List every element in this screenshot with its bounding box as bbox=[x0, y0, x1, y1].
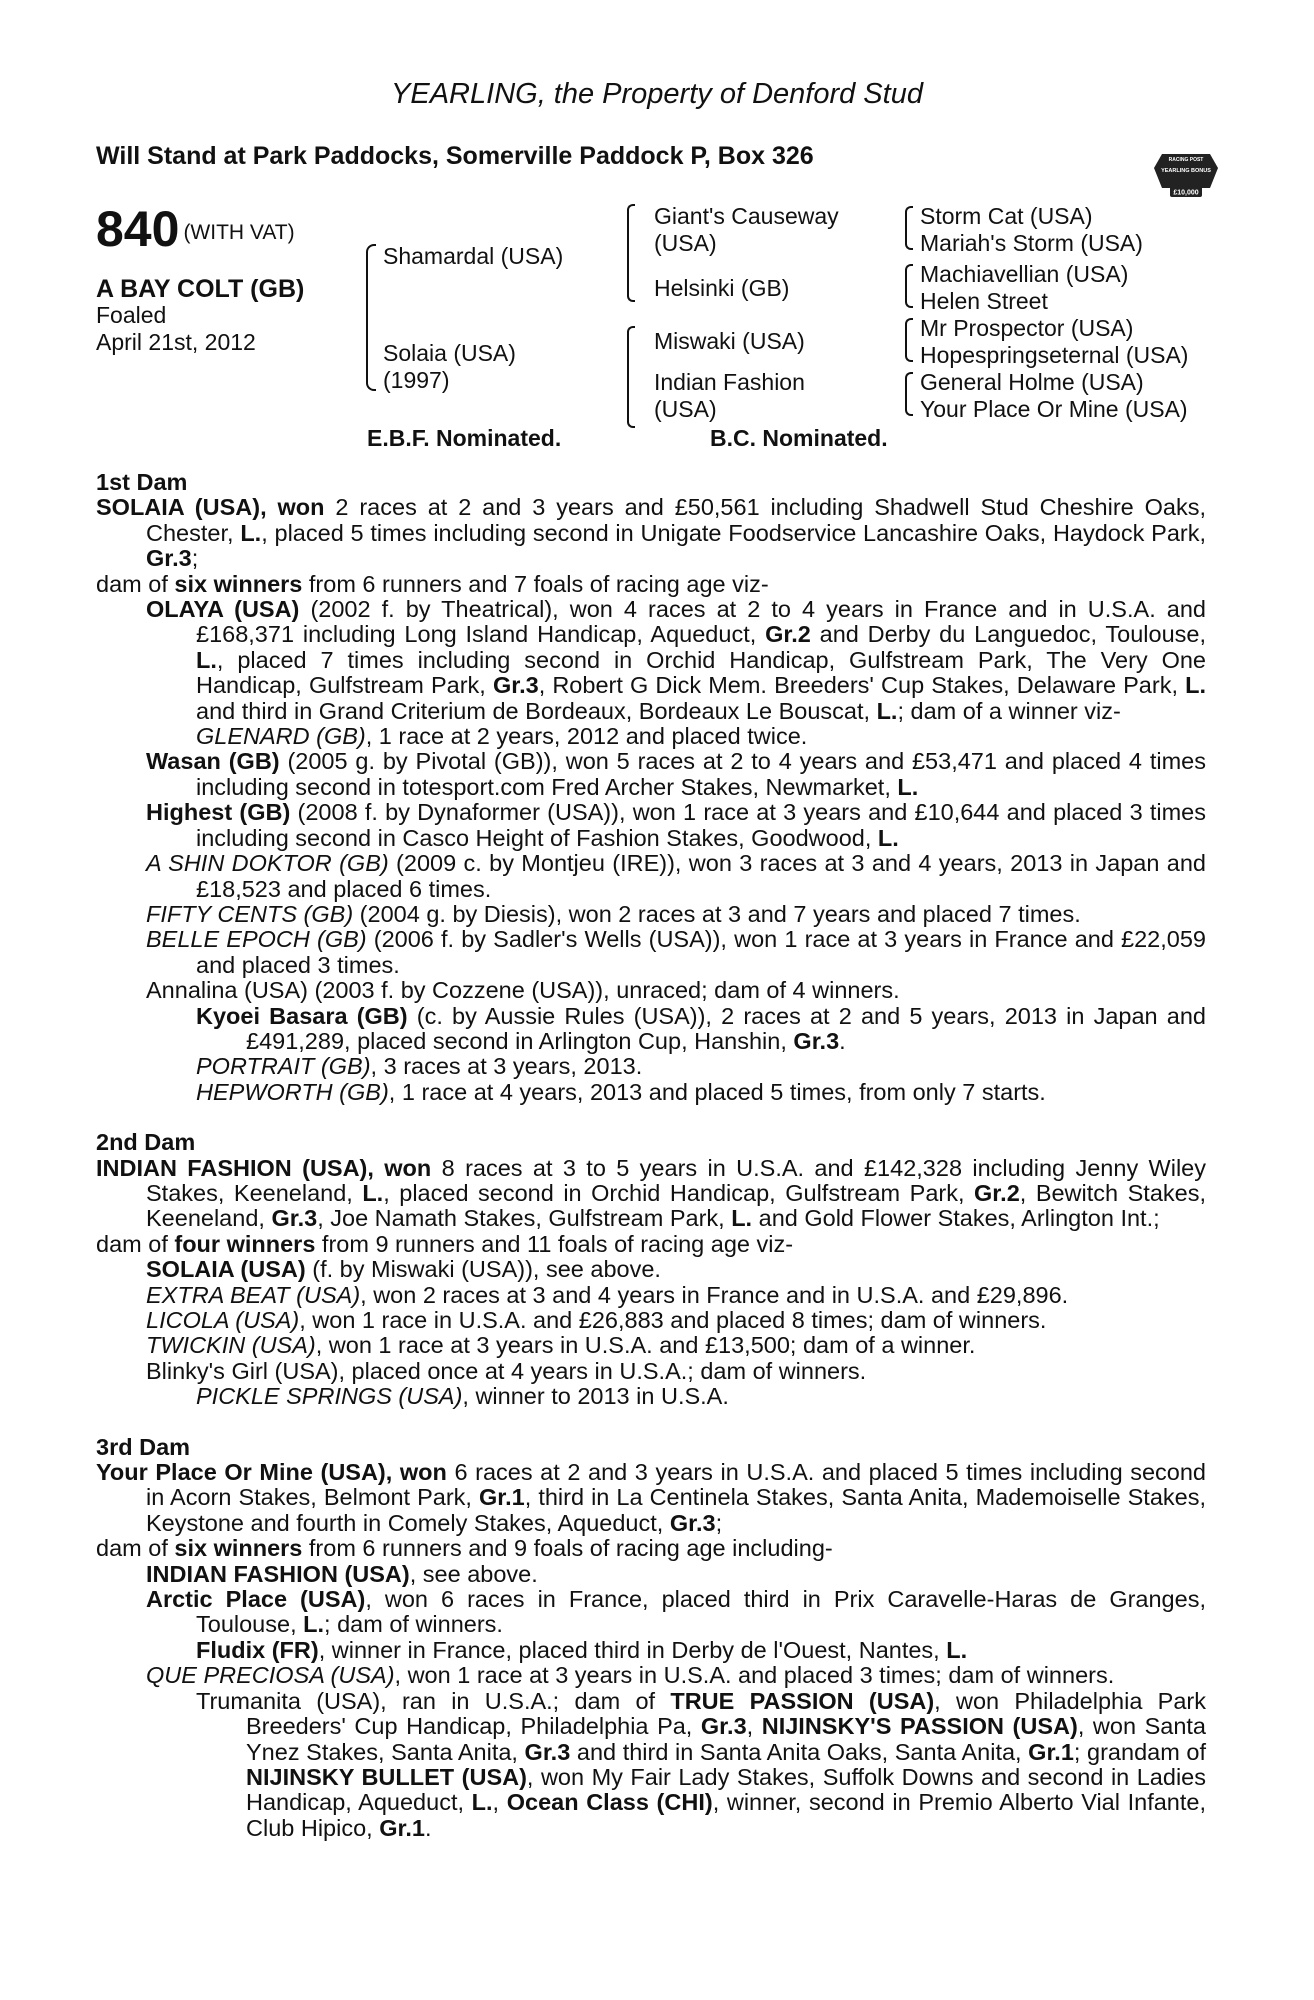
pedigree-sd-dam: Helen Street bbox=[920, 288, 1048, 314]
produce-record bbox=[96, 470, 1206, 1841]
second-dam-intro: INDIAN FASHION (USA), won 8 races at 3 to 5 years in U.S.A. and £142,328 including Jenny Wiley Stakes, Keeneland, L., placed second in Orchid Handicap, Gulfstream Park, Gr.2, Bewitch Stakes, Keeneland, Gr.3, Joe Namath Stakes, Gulfstream Park, L. and Gold Flower Stakes, Arlington Int.; bbox=[96, 1154, 1207, 1232]
badge-mid-text: YEARLING BONUS bbox=[1161, 168, 1211, 174]
list-item: SOLAIA (USA) (f. by Miswaki (USA)), see above. bbox=[146, 1256, 661, 1283]
list-item: Kyoei Basara (GB) (c. by Aussie Rules (USA)), 2 races at 2 and 5 years, 2013 in Japan and £491,289, placed second in Arlington Cup, Hanshin, Gr.3. bbox=[196, 1002, 1206, 1054]
list-item: Annalina (USA) (2003 f. by Cozzene (USA)), unraced; dam of 4 winners. bbox=[146, 977, 900, 1004]
list-item: INDIAN FASHION (USA), see above. bbox=[146, 1560, 538, 1587]
badge-amount-text: £10,000 bbox=[1173, 189, 1199, 197]
ds-brace bbox=[905, 318, 913, 362]
pedigree-dd-dam: Your Place Or Mine (USA) bbox=[920, 396, 1188, 422]
second-dam-dam-of: dam of four winners from 9 runners and 11 foals of racing age viz- bbox=[96, 1230, 794, 1257]
list-item: LICOLA (USA), won 1 race in U.S.A. and £26,883 and placed 8 times; dam of winners. bbox=[146, 1307, 1047, 1333]
list-item: Fludix (FR), winner in France, placed third in Derby de l'Ouest, Nantes, L. bbox=[196, 1636, 968, 1663]
lot-description: A BAY COLT (GB) bbox=[96, 275, 305, 303]
pedigree-ds-dam: Hopespringseternal (USA) bbox=[920, 342, 1189, 368]
pedigree-ss-line2: (USA) bbox=[654, 230, 717, 256]
list-item: PORTRAIT (GB), 3 races at 3 years, 2013. bbox=[196, 1053, 643, 1080]
list-item: Highest (GB) (2008 f. by Dynaformer (USA)), won 1 race at 3 years and £10,644 and placed 3 times including second in Casco Height of Fashion Stakes, Goodwood, L. bbox=[146, 799, 1207, 851]
pedigree-sire-dam: Helsinki (GB) bbox=[654, 275, 790, 301]
pedigree-ss-line1: Giant's Causeway bbox=[654, 203, 839, 229]
list-item: HEPWORTH (GB), 1 race at 4 years, 2013 and placed 5 times, from only 7 starts. bbox=[196, 1078, 1046, 1105]
third-dam-heading: 3rd Dam bbox=[96, 1433, 191, 1460]
list-item: GLENARD (GB), 1 race at 2 years, 2012 and placed twice. bbox=[196, 723, 808, 750]
catalogue-title: YEARLING, the Property of Denford Stud bbox=[391, 78, 923, 110]
list-item: PICKLE SPRINGS (USA), winner to 2013 in U.S.A. bbox=[196, 1383, 729, 1410]
sire-dam-brace bbox=[366, 244, 376, 391]
first-dam-heading: 1st Dam bbox=[96, 469, 188, 495]
lot-number bbox=[96, 201, 295, 258]
list-item: TWICKIN (USA), won 1 race at 3 years in U.S.A. and £13,500; dam of a winner. bbox=[146, 1332, 976, 1359]
stand-location: Will Stand at Park Paddocks, Somerville Paddock P, Box 326 bbox=[96, 142, 814, 170]
sire-brace bbox=[627, 204, 635, 302]
pedigree-dd-line2: (USA) bbox=[654, 396, 717, 422]
pedigree-ss-sire: Storm Cat (USA) bbox=[920, 203, 1093, 229]
foaled-date: April 21st, 2012 bbox=[96, 329, 256, 355]
pedigree-sire: Shamardal (USA) bbox=[383, 243, 564, 269]
sd-brace bbox=[905, 264, 913, 308]
list-item: A SHIN DOKTOR (GB) (2009 c. by Montjeu (IRE)), won 3 races at 3 and 4 years, 2013 in Japan and £18,523 and placed 6 times. bbox=[146, 850, 1206, 902]
pedigree-dam-sire: Miswaki (USA) bbox=[654, 328, 805, 354]
pedigree-dam-dam bbox=[654, 369, 805, 423]
dd-brace bbox=[905, 372, 913, 416]
second-dam-heading: 2nd Dam bbox=[96, 1129, 196, 1156]
list-item: Arctic Place (USA), won 6 races in France, placed third in Prix Caravelle-Haras de Granges, Toulouse, L.; dam of winners. bbox=[146, 1586, 1206, 1638]
first-dam-intro: SOLAIA (USA), won 2 races at 2 and 3 years and £50,561 including Shadwell Stud Cheshire Oaks, Chester, L., placed 5 times including second in Unigate Foodservice Lancashire Oaks, Haydock Park, Gr.3; bbox=[96, 494, 1207, 572]
list-item: EXTRA BEAT (USA), won 2 races at 3 and 4 years in France and in U.S.A. and £29,896. bbox=[146, 1281, 1069, 1308]
third-dam-dam-of: dam of six winners from 6 runners and 9 foals of racing age including- bbox=[96, 1535, 833, 1562]
list-item: Trumanita (USA), ran in U.S.A.; dam of TRUE PASSION (USA), won Philadelphia Park Breeders' Cup Handicap, Philadelphia Pa, Gr.3, NIJINSKY'S PASSION (USA), won Santa Ynez Stakes, Santa Anita, Gr.3 and third in Santa Anita Oaks, Santa Anita, Gr.1; grandam of NIJINSKY BULLET (USA), won My Fair Lady Stakes, Suffolk Downs and second in Ladies Handicap, Aqueduct, L., Ocean Class (CHI), winner, second in Premio Alberto Vial Infante, Club Hipico, Gr.1. bbox=[196, 1687, 1207, 1841]
list-item: Blinky's Girl (USA), placed once at 4 years in U.S.A.; dam of winners. bbox=[146, 1357, 867, 1384]
dam-brace bbox=[627, 326, 635, 428]
list-item: BELLE EPOCH (GB) (2006 f. by Sadler's Wells (USA)), won 1 race at 3 years in France and £22,059 and placed 3 times. bbox=[146, 926, 1206, 978]
list-item: FIFTY CENTS (GB) (2004 g. by Diesis), won 2 races at 3 and 7 years and placed 7 times. bbox=[146, 900, 1081, 927]
pedigree-sire-sire bbox=[654, 203, 839, 257]
bc-nominated: B.C. Nominated. bbox=[710, 425, 888, 451]
third-dam-intro: Your Place Or Mine (USA), won 6 races at 2 and 3 years in U.S.A. and placed 5 times including second in Acorn Stakes, Belmont Park, Gr.1, third in La Centinela Stakes, Santa Anita, Mademoiselle Stakes, Keystone and fourth in Comely Stakes, Aqueduct, Gr.3; bbox=[96, 1459, 1206, 1536]
list-item: Wasan (GB) (2005 g. by Pivotal (GB)), won 5 races at 2 to 4 years and £53,471 and placed 4 times including second in totesport.com Fred Archer Stakes, Newmarket, L. bbox=[146, 748, 1206, 800]
pedigree-ss-dam: Mariah's Storm (USA) bbox=[920, 230, 1143, 256]
first-dam-dam-of: dam of six winners from 6 runners and 7 foals of racing age viz- bbox=[96, 570, 769, 597]
pedigree-sd-sire: Machiavellian (USA) bbox=[920, 261, 1129, 287]
pedigree-dd-line1: Indian Fashion bbox=[654, 369, 805, 395]
ss-brace bbox=[905, 206, 913, 250]
vat-note: (WITH VAT) bbox=[183, 220, 295, 244]
badge-top-text: RACING POST bbox=[1168, 157, 1204, 163]
yearling-bonus-badge bbox=[1148, 148, 1224, 200]
pedigree-dam bbox=[383, 340, 516, 394]
pedigree-ds-sire: Mr Prospector (USA) bbox=[920, 315, 1134, 341]
lot-number-value: 840 bbox=[96, 201, 180, 257]
pedigree-dam-year: (1997) bbox=[383, 367, 450, 393]
foaled-label: Foaled bbox=[96, 302, 167, 328]
pedigree-dam-name: Solaia (USA) bbox=[383, 340, 516, 366]
foaled-info bbox=[96, 302, 256, 356]
ebf-nominated: E.B.F. Nominated. bbox=[367, 425, 562, 451]
list-item: QUE PRECIOSA (USA), won 1 race at 3 years in U.S.A. and placed 3 times; dam of winners. bbox=[146, 1662, 1115, 1689]
list-item: OLAYA (USA) (2002 f. by Theatrical), won 4 races at 2 to 4 years in France and in U.S.A. and £168,371 including Long Island Handicap, Aqueduct, Gr.2 and Derby du Languedoc, Toulouse, L., placed 7 times including second in Orchid Handicap, Gulfstream Park, The Very One Handicap, Gulfstream Park, Gr.3, Robert G Dick Mem. Breeders' Cup Stakes, Delaware Park, L. and third in Grand Criterium de Bordeaux, Bordeaux Le Bouscat, L.; dam of a winner viz- bbox=[146, 596, 1206, 724]
pedigree-dd-sire: General Holme (USA) bbox=[920, 369, 1144, 395]
